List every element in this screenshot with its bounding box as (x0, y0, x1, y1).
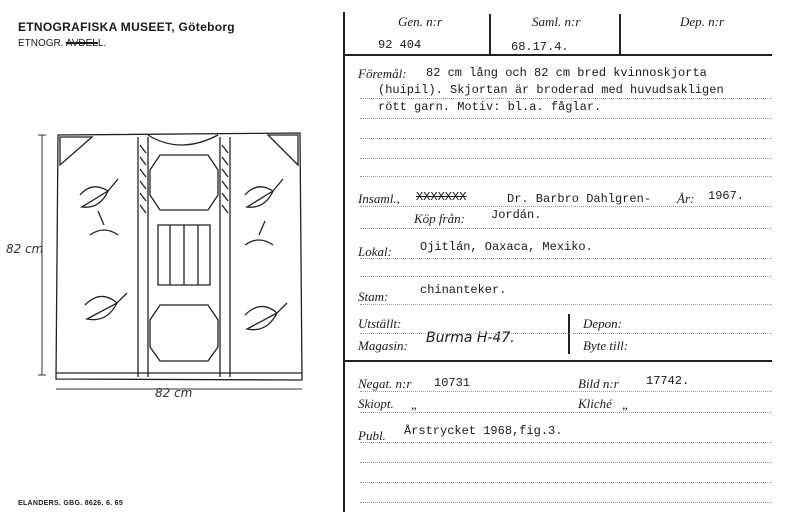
utstallt-label: Utställt: (358, 316, 402, 331)
byte-label: Byte till: (583, 338, 629, 353)
kop-value: Jordán. (491, 208, 542, 222)
kliche-label: Kliché (578, 396, 612, 411)
lokal-value: Ojitlán, Oaxaca, Mexiko. (420, 240, 593, 254)
printer-imprint: ELANDERS. GBG. 8626. 6. 65 (18, 500, 124, 507)
dep-label: Dep. n:r (680, 14, 725, 29)
rule (360, 333, 772, 334)
top-separator-2 (619, 14, 621, 54)
storage-separator (568, 314, 570, 354)
ar-value: 1967. (708, 189, 745, 203)
card-divider (343, 12, 345, 512)
magasin-value: Burma H-47. (426, 330, 515, 346)
stam-value: chinanteker. (420, 283, 507, 297)
insaml-label: Insaml., (358, 191, 400, 206)
magasin-label: Magasin: (358, 338, 408, 353)
bild-value: 17742. (646, 374, 690, 388)
top-separator-1 (489, 14, 491, 54)
saml-label: Saml. n:r (532, 14, 581, 29)
top-rule (344, 54, 772, 56)
bild-label: Bild n:r (578, 376, 619, 391)
rule (360, 138, 772, 139)
lokal-label: Lokal: (358, 244, 392, 259)
insaml-value: Dr. Barbro Dahlgren- (507, 192, 652, 206)
skiopt-label: Skiopt. (358, 396, 394, 411)
kop-label: Köp från: (414, 211, 465, 226)
foremal-label: Föremål: (358, 66, 407, 81)
rule (360, 118, 772, 119)
negat-label: Negat. n:r (358, 376, 412, 391)
department-struck: AVDEL (65, 38, 98, 49)
rule (360, 158, 772, 159)
depon-label: Depon: (583, 316, 622, 331)
rule (360, 228, 772, 229)
kliche-value: „ (622, 397, 630, 412)
museum-title: ETNOGRAFISKA MUSEET, Göteborg (18, 20, 235, 34)
negat-value: 10731 (434, 376, 471, 390)
publ-value: Årstrycket 1968,fig.3. (404, 424, 563, 438)
department-suffix: L. (97, 38, 107, 49)
width-dimension-label: 82 cm (155, 386, 193, 400)
rule (360, 206, 772, 207)
rule (360, 412, 772, 413)
rule (360, 502, 772, 503)
stam-label: Stam: (358, 289, 389, 304)
rule (360, 304, 772, 305)
foremal-line-1: 82 cm lång och 82 cm bred kvinnoskjorta (426, 66, 707, 80)
insaml-struck: XXXXXXX (416, 190, 467, 204)
height-dimension-label: 82 cm (6, 242, 44, 256)
gen-label: Gen. n:r (398, 14, 443, 29)
rule (360, 462, 772, 463)
rule (360, 176, 772, 177)
foremal-line-2: (huipil). Skjortan är broderad med huvudsakligen (378, 83, 724, 97)
publ-label: Publ. (358, 428, 386, 443)
storage-rule (344, 360, 772, 362)
rule (360, 482, 772, 483)
huipil-sketch (30, 125, 335, 400)
rule (360, 391, 772, 392)
rule (360, 98, 772, 99)
rule (360, 276, 772, 277)
saml-value: 68.17.4. (511, 40, 569, 54)
department-prefix: ETNOGR. (18, 38, 64, 49)
skiopt-value: „ (411, 397, 419, 412)
department-line (18, 38, 106, 49)
foremal-line-3: rött garn. Motiv: bl.a. fåglar. (378, 100, 602, 114)
ar-label: År: (677, 191, 695, 206)
rule (360, 258, 772, 259)
gen-value: 92 404 (378, 38, 422, 52)
rule (360, 442, 772, 443)
